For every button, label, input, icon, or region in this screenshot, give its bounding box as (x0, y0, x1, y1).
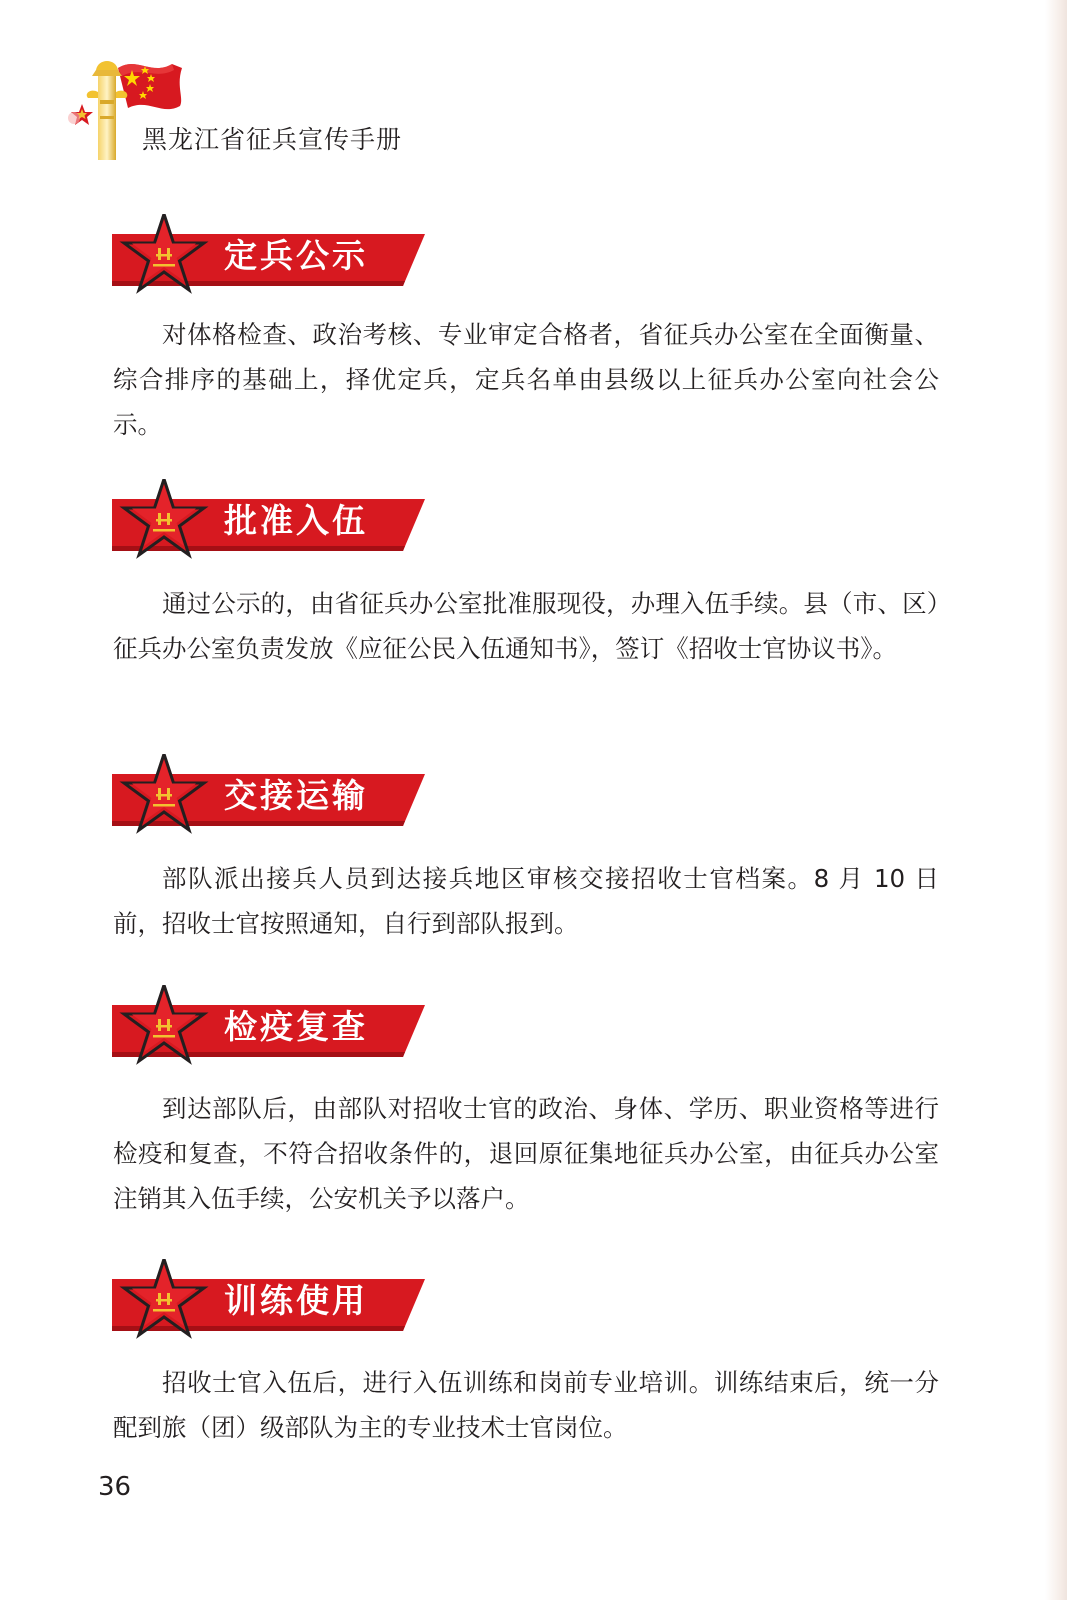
page-number: 36 (98, 1472, 132, 1502)
section-banner (112, 985, 442, 1075)
section-paragraph: 通过公示的，由省征兵办公室批准服现役，办理入伍手续。县（市、区）征兵办公室负责发放《应征公民入伍通知书》，签订《招收士官协议书》。 (113, 589, 939, 663)
section-banner (112, 1259, 442, 1349)
section-title: 批准入伍 (224, 501, 368, 540)
section-title: 交接运输 (224, 776, 368, 815)
handbook-title: 黑龙江省征兵宣传手册 (142, 125, 403, 154)
section-title: 检疫复查 (224, 1007, 368, 1046)
section-paragraph: 对体格检查、政治考核、专业审定合格者，省征兵办公室在全面衡量、综合排序的基础上，择优定兵，定兵名单由县级以上征兵办公室向社会公示。 (113, 320, 939, 439)
section-paragraph: 到达部队后，由部队对招收士官的政治、身体、学历、职业资格等进行检疫和复查，不符合招收条件的，退回原征集地征兵办公室，由征兵办公室注销其入伍手续，公安机关予以落户。 (113, 1094, 939, 1213)
section-title: 训练使用 (224, 1281, 368, 1320)
section-banner (112, 214, 442, 304)
section-title: 定兵公示 (224, 236, 368, 275)
section-banner (112, 754, 442, 844)
section-paragraph: 招收士官入伍后，进行入伍训练和岗前专业培训。训练结束后，统一分配到旅（团）级部队为主的专业技术士官岗位。 (113, 1368, 939, 1442)
page-edge-shade (1045, 0, 1067, 1600)
section-banner (112, 479, 442, 569)
section-paragraph: 部队派出接兵人员到达接兵地区审核交接招收士官档案。8 月 10 日前，招收士官按照通知，自行到部队报到。 (113, 864, 939, 938)
